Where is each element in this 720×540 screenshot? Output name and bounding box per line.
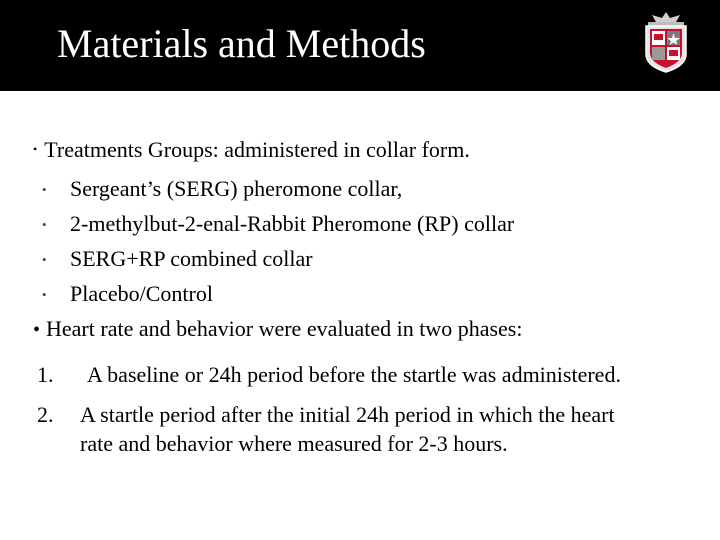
bullet-icon: • (42, 252, 47, 267)
bullet-icon: • (33, 319, 41, 341)
phase-item (37, 362, 621, 388)
bullet-icon: • (42, 287, 47, 302)
phase-number: 1. (37, 362, 54, 387)
bullet-icon: • (42, 182, 47, 197)
group-text: 2-methylbut-2-enal-Rabbit Pheromone (RP) collar (70, 211, 515, 236)
group-text: Placebo/Control (70, 281, 213, 306)
title-bar (0, 0, 720, 91)
evaluation-text: Heart rate and behavior were evaluated in two phases: (46, 316, 523, 341)
group-text: Sergeant’s (SERG) pheromone collar, (70, 176, 403, 201)
group-item (42, 176, 402, 203)
bullet-icon: • (33, 142, 38, 156)
group-item (42, 281, 213, 308)
evaluation-bullet (33, 316, 522, 343)
university-crest-icon (640, 10, 692, 74)
phase-text: A baseline or 24h period before the startle was administered. (87, 362, 621, 387)
treatments-bullet (33, 136, 470, 163)
treatments-text: Treatments Groups: administered in collar form. (44, 137, 470, 162)
phase-text: A startle period after the initial 24h period in which the heart (80, 402, 615, 427)
phase-text-continued: rate and behavior where measured for 2-3 hours. (80, 431, 508, 456)
bullet-icon: • (42, 217, 47, 232)
slide-title: Materials and Methods (57, 21, 426, 66)
phase-number: 2. (37, 402, 54, 427)
group-item (42, 246, 313, 273)
phase-item (37, 402, 615, 428)
group-item (42, 211, 514, 238)
group-text: SERG+RP combined collar (70, 246, 313, 271)
